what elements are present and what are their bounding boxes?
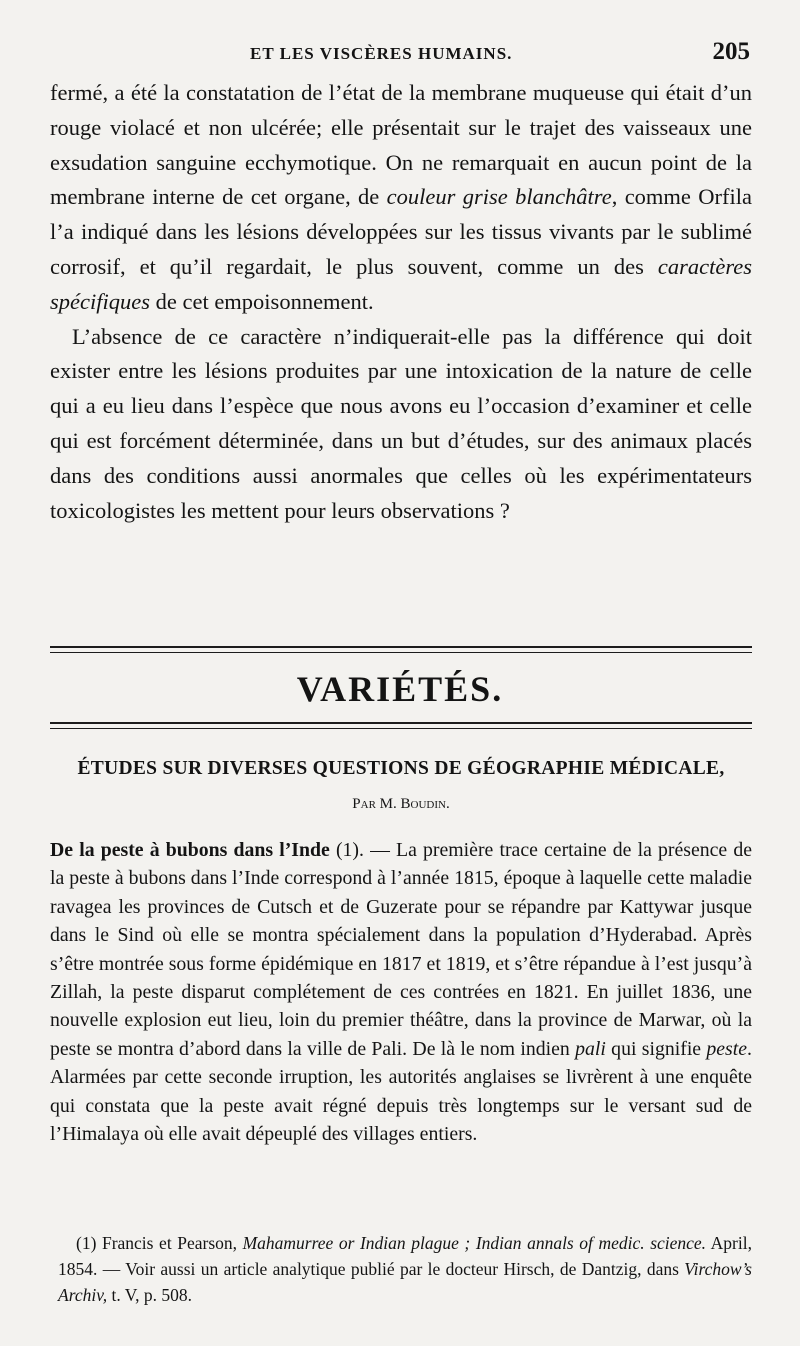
double-rule-top <box>50 646 752 648</box>
body-text <box>50 76 752 528</box>
italic-run: Virchow’s Archiv, <box>58 1259 752 1305</box>
double-rule-bottom <box>50 728 752 729</box>
footnote-ref: (1). <box>335 839 364 861</box>
footnote-paragraph <box>58 1230 752 1308</box>
double-rule-bottom <box>50 722 752 724</box>
text-run: qui signifie <box>605 1037 707 1060</box>
text-run: de cet empoisonnement. <box>149 288 374 314</box>
text-run: , comme Orfila l’a indiqué dans les lésions développées sur les tissus vivants par le sublimé corrosif, et qu’il regardait, le plus souvent, comme un des <box>50 184 752 279</box>
italic-run: pali <box>575 1037 606 1060</box>
italic-run: Mahamurree or Indian plague ; Indian annals of medic. science. <box>242 1233 707 1253</box>
body-paragraph: L’absence de ce caractère n’indiquerait-elle pas la différence qui doit exister entre les lésions produites par une intoxication de la nature de celle qui a eu lieu dans l’espèce que nous avons eu l’occasion d’examiner et celle qui est forcément déterminée, dans un but d’études, sur des animaux placés dans des conditions aussi anormales que celles où les expérimentateurs toxicologistes les mettent pour leurs observations ? <box>50 323 752 523</box>
text-run: . Alarmées par cette seconde irruption, les autorités anglaises se livrèrent à une enquête qui constata que la peste avait régné depuis très longtemps sur le versant sud de l’Himalaya où elle avait dépeuplé des villages entiers. <box>50 1037 752 1146</box>
body-paragraph <box>50 76 752 320</box>
italic-run: caractères spécifiques <box>50 253 752 314</box>
text-run: April, 1854. — Voir aussi un article analytique publié par le docteur Hirsch, de Dantzig, dans <box>58 1233 752 1279</box>
lead-heading: De la peste à bubons dans l’Inde <box>50 839 330 861</box>
section-title: VARIÉTÉS. <box>296 669 504 709</box>
byline: Par M. Boudin. <box>352 796 450 812</box>
article-text <box>50 836 752 1148</box>
running-head <box>50 38 750 72</box>
footnote <box>58 1230 752 1308</box>
text-run: t. V, p. 508. <box>107 1285 193 1305</box>
running-title: ET LES VISCÈRES HUMAINS. <box>250 44 513 63</box>
page-number: 205 <box>712 38 750 65</box>
text-run: fermé, a été la constatation de l’état de la membrane muqueuse qui était d’un rouge violacé et non ulcérée; elle présentait sur le trajet des vaisseaux une exsudation sanguine ecchymotique. On ne remarquait en aucun point de la membrane interne de cet organe, de <box>50 80 752 210</box>
italic-run: couleur grise blanchâtre <box>386 184 612 210</box>
text-run: (1) Francis et Pearson, <box>76 1233 243 1253</box>
italic-run: peste <box>706 1037 748 1060</box>
article-title: ÉTUDES SUR DIVERSES QUESTIONS DE GÉOGRAPHIE MÉDICALE, <box>77 758 725 779</box>
article-paragraph <box>50 836 752 1148</box>
text-run: — La première trace certaine de la présence de la peste à bubons dans l’Inde correspond à l’année 1815, époque à laquelle cette maladie ravagea les provinces de Cutsch et de Guzerate pour se répandre par Kattywar jusque dans le Sind où elle se montra spécialement dans la population d’Hyderabad. Après s’être montrée sous forme épidémique en 1817 et 1819, et s’être répandue à l’est jusqu’à Zillah, la peste disparut complétement de ces contrées en 1821. En juillet 1836, une nouvelle explosion eut lieu, loin du premier théâtre, dans la province de Marwar, où la peste se montra d’abord dans la ville de Pali. De là le nom indien <box>50 839 752 1060</box>
double-rule-top <box>50 652 752 653</box>
